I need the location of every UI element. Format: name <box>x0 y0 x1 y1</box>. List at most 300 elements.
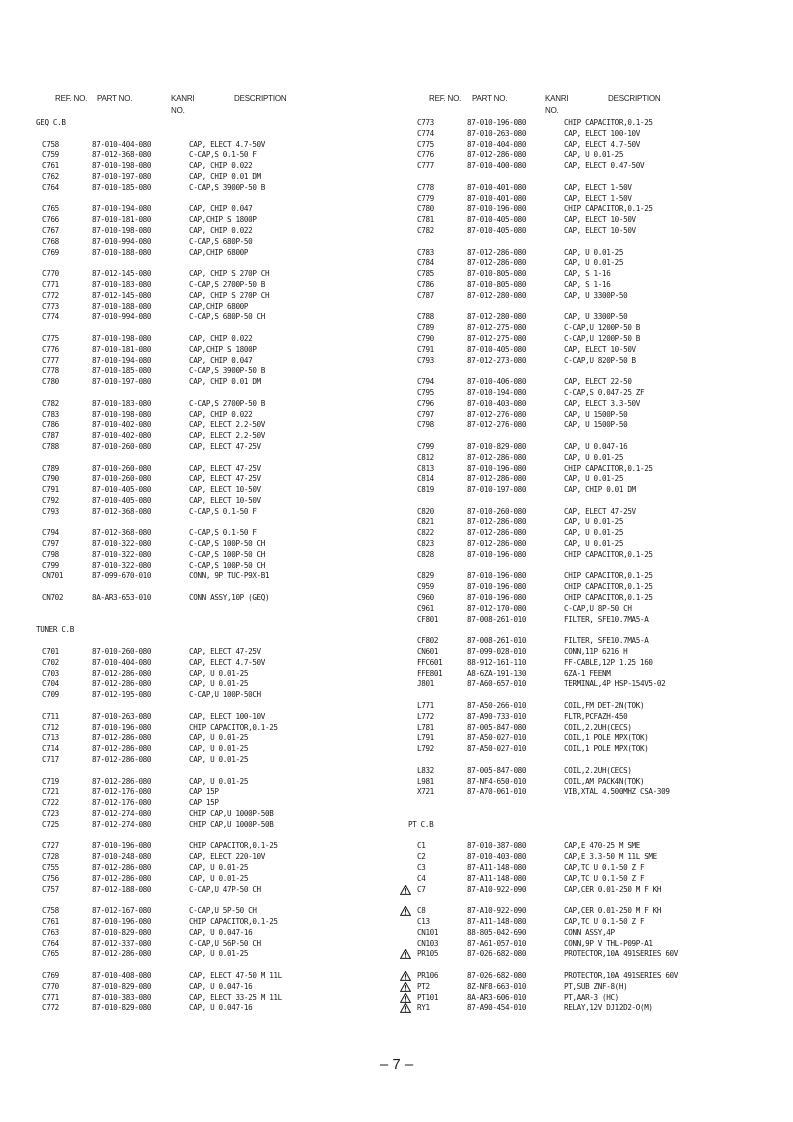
description: C-CAP,S 2700P-50 B <box>189 279 265 289</box>
part-no: 87-010-263-080 <box>467 128 527 138</box>
parts-row <box>36 420 396 431</box>
part-no: 87-010-196-080 <box>467 118 527 127</box>
ref-no: C709 <box>42 690 59 700</box>
parts-row <box>36 377 396 388</box>
description: CHIP CAPACITOR,0.1-25 <box>564 593 653 603</box>
description: CAP, CHIP 0.022 <box>189 333 253 343</box>
ref-no: C814 <box>417 474 434 484</box>
part-no: 87-010-196-080 <box>467 549 527 559</box>
description: CAP, U 3300P-50 <box>564 290 628 300</box>
ref-no: CF802 <box>417 636 439 646</box>
ref-no: L981 <box>417 776 434 786</box>
parts-row <box>36 561 396 572</box>
parts-row <box>408 323 788 334</box>
parts-row <box>36 744 396 755</box>
parts-row <box>408 345 788 356</box>
parts-row <box>408 464 788 475</box>
row-spacer <box>36 194 396 205</box>
part-no: 87-010-829-080 <box>92 981 152 991</box>
part-no: 87-012-188-080 <box>92 884 152 894</box>
parts-row <box>408 701 788 712</box>
description: CAP, U 0.01-25 <box>189 733 249 743</box>
row-spacer <box>408 561 788 572</box>
ref-no: C788 <box>42 441 59 451</box>
ref-no: C960 <box>417 593 434 603</box>
ref-no: C796 <box>417 398 434 408</box>
part-no: 87-012-170-080 <box>467 603 527 613</box>
description: CAP, ELECT 47-25V <box>189 463 261 473</box>
description: CAP, S 1-16 <box>564 269 611 279</box>
parts-row <box>408 658 788 669</box>
safety-warning-icon <box>400 993 411 1003</box>
ref-no: C778 <box>417 182 434 192</box>
parts-row <box>408 744 788 755</box>
part-no: 87-012-167-080 <box>92 906 152 916</box>
ref-no: C769 <box>42 970 59 980</box>
parts-row <box>36 161 396 172</box>
description: C-CAP,U 56P-50 CH <box>189 938 261 948</box>
ref-no: C765 <box>42 204 59 214</box>
part-no: 87-008-261-010 <box>467 614 527 624</box>
ref-no: C791 <box>417 344 434 354</box>
description-header: DESCRIPTION <box>608 94 661 103</box>
ref-no: C782 <box>417 225 434 235</box>
part-no: 87-010-829-080 <box>92 927 152 937</box>
part-no: 87-A70-061-010 <box>467 787 527 797</box>
ref-no: C711 <box>42 711 59 721</box>
ref-no: C797 <box>417 409 434 419</box>
part-no: 87-010-405-080 <box>467 215 527 225</box>
ref-no: C776 <box>42 344 59 354</box>
part-no: 87-010-994-080 <box>92 236 152 246</box>
description: CAP, ELECT 2.2-50V <box>189 420 265 430</box>
part-no: 87-010-198-080 <box>92 225 152 235</box>
parts-row <box>408 118 788 129</box>
parts-row <box>36 777 396 788</box>
parts-row <box>36 841 396 852</box>
ref-no: C792 <box>42 495 59 505</box>
ref-no: C764 <box>42 938 59 948</box>
part-no: 87-012-276-080 <box>467 409 527 419</box>
part-no: 87-010-185-080 <box>92 182 152 192</box>
ref-no: C787 <box>42 431 59 441</box>
parts-row <box>408 420 788 431</box>
part-no: 87-010-196-080 <box>92 916 152 926</box>
parts-row <box>36 658 396 669</box>
description: CAP,E 3.3-50 M 11L SME <box>564 852 657 862</box>
parts-row <box>36 550 396 561</box>
part-no: 87-012-286-080 <box>92 679 152 689</box>
parts-row <box>408 582 788 593</box>
parts-row <box>408 928 788 939</box>
description: COIL,2.2UH(CECS) <box>564 765 632 775</box>
ref-no: C768 <box>42 236 59 246</box>
row-spacer <box>408 366 788 377</box>
description: CAP, U 0.01-25 <box>564 258 624 268</box>
ref-no: C774 <box>42 312 59 322</box>
part-no: 87-012-286-080 <box>467 474 527 484</box>
description: CAP, ELECT 100-10V <box>564 128 640 138</box>
ref-no: C789 <box>417 323 434 333</box>
parts-row <box>36 485 396 496</box>
parts-row <box>36 302 396 313</box>
part-no-header: PART NO. <box>97 94 133 103</box>
parts-row <box>36 226 396 237</box>
parts-row <box>408 885 788 896</box>
parts-row <box>36 312 396 323</box>
ref-no: C820 <box>417 506 434 516</box>
description: CAP 15P <box>189 787 219 797</box>
part-no: 87-010-402-080 <box>92 431 152 441</box>
row-spacer <box>36 604 396 615</box>
description: 6ZA-1 FEENM <box>564 668 611 678</box>
part-no: 87-012-368-080 <box>92 506 152 516</box>
part-no: 87-012-286-080 <box>92 733 152 743</box>
part-no: 87-010-403-080 <box>467 852 527 862</box>
safety-warning-icon <box>400 949 411 959</box>
part-no: 87-010-405-080 <box>92 485 152 495</box>
part-no: 87-012-286-080 <box>467 247 527 257</box>
parts-row <box>408 852 788 863</box>
parts-row <box>408 615 788 626</box>
ref-no: C722 <box>42 798 59 808</box>
description: CHIP CAPACITOR,0.1-25 <box>564 571 653 581</box>
ref-no: FFE801 <box>417 668 443 678</box>
description: CAP, U 0.047-16 <box>564 441 628 451</box>
row-spacer <box>36 895 396 906</box>
part-no: 87-010-829-080 <box>92 1003 152 1013</box>
part-no: 8A-AR3-606-010 <box>467 992 527 1002</box>
ref-no: C717 <box>42 755 59 765</box>
row-spacer <box>36 615 396 626</box>
parts-row <box>408 183 788 194</box>
part-no: 87-010-994-080 <box>92 312 152 322</box>
parts-row <box>36 928 396 939</box>
part-no: 87-012-286-080 <box>92 744 152 754</box>
ref-no: C779 <box>417 193 434 203</box>
part-no: 87-010-188-080 <box>92 301 152 311</box>
parts-row <box>408 226 788 237</box>
part-no: 87-010-196-080 <box>467 582 527 592</box>
part-no: 87-010-188-080 <box>92 247 152 257</box>
description: CAP, U 0.01-25 <box>564 539 624 549</box>
parts-row <box>408 248 788 259</box>
part-no: 87-012-286-080 <box>467 517 527 527</box>
description: CONN, 9P TUC-P9X-B1 <box>189 571 270 581</box>
safety-warning-icon <box>400 885 411 895</box>
description: CONN ASSY,4P <box>564 927 615 937</box>
parts-row <box>36 248 396 259</box>
part-no: 87-010-181-080 <box>92 215 152 225</box>
ref-no: J801 <box>417 679 434 689</box>
row-spacer <box>408 496 788 507</box>
part-no: 87-005-847-080 <box>467 765 527 775</box>
right-column-header <box>408 94 788 118</box>
parts-row <box>36 539 396 550</box>
part-no: 87-012-145-080 <box>92 290 152 300</box>
part-no: 87-010-198-080 <box>92 409 152 419</box>
description: CHIP CAPACITOR,0.1-25 <box>189 722 278 732</box>
part-no: 87-012-286-080 <box>467 258 527 268</box>
description: CHIP CAP,U 1000P-50B <box>189 809 274 818</box>
part-no: 87-012-286-080 <box>92 755 152 765</box>
parts-row <box>408 388 788 399</box>
section-heading: GEQ C.B <box>36 118 66 127</box>
ref-no: C759 <box>42 150 59 160</box>
parts-row <box>36 183 396 194</box>
row-spacer <box>408 302 788 313</box>
ref-no: C789 <box>42 463 59 473</box>
parts-row <box>408 787 788 798</box>
parts-row <box>36 474 396 485</box>
ref-no: PT101 <box>417 992 439 1002</box>
ref-no: C772 <box>42 290 59 300</box>
part-no: 87-012-273-080 <box>467 355 527 365</box>
description: CAP, ELECT 2.2-50V <box>189 431 265 441</box>
part-no: 87-A50-027-010 <box>467 733 527 743</box>
parts-row <box>36 442 396 453</box>
ref-no: C8 <box>417 906 426 916</box>
description: CAP, ELECT 100-10V <box>189 711 265 721</box>
parts-row <box>36 280 396 291</box>
part-no: 87-012-286-080 <box>467 452 527 462</box>
description: CAP, U 3300P-50 <box>564 312 628 322</box>
part-no: 87-010-404-080 <box>92 657 152 667</box>
description: C-CAP,S 0.1-50 F <box>189 528 257 538</box>
description: CAP,CHIP S 1800P <box>189 344 257 354</box>
part-no: 87-012-286-080 <box>467 150 527 160</box>
kanri-header: KANRI <box>545 94 569 103</box>
description: CAP, CHIP S 270P CH <box>189 269 270 279</box>
part-no: 87-012-337-080 <box>92 938 152 948</box>
description: CAP, U 0.01-25 <box>189 668 249 678</box>
ref-no: C776 <box>417 150 434 160</box>
ref-no: FFC601 <box>417 657 443 667</box>
ref-no: CF801 <box>417 614 439 624</box>
part-no: 87-010-181-080 <box>92 344 152 354</box>
ref-no: C959 <box>417 582 434 592</box>
ref-no: PT2 <box>417 981 430 991</box>
description: CAP, CHIP 0.022 <box>189 161 253 171</box>
ref-no: C713 <box>42 733 59 743</box>
part-no: 87-A90-733-010 <box>467 711 527 721</box>
parts-row <box>408 593 788 604</box>
row-spacer <box>408 798 788 809</box>
part-no: 87-010-183-080 <box>92 398 152 408</box>
row-spacer <box>36 453 396 464</box>
description: C-CAP,U 8P-50 CH <box>564 603 632 613</box>
description: CAP,CER 0.01-250 M F KH <box>564 906 662 916</box>
ref-no: C764 <box>42 182 59 192</box>
parts-row <box>408 841 788 852</box>
row-spacer <box>36 258 396 269</box>
parts-row <box>36 204 396 215</box>
description: CAP, U 0.01-25 <box>564 474 624 484</box>
ref-no: C783 <box>42 409 59 419</box>
description: CAP, ELECT 22-50 <box>564 377 632 387</box>
description: TERMINAL,4P HSP-154V5-02 <box>564 679 666 689</box>
row-spacer <box>408 755 788 766</box>
description: CAP, U 0.01-25 <box>564 528 624 538</box>
ref-no: L771 <box>417 701 434 711</box>
part-no: 87-012-176-080 <box>92 787 152 797</box>
ref-no: C793 <box>42 506 59 516</box>
parts-row <box>408 669 788 680</box>
parts-row <box>36 982 396 993</box>
parts-row <box>408 766 788 777</box>
ref-no: C773 <box>417 118 434 127</box>
description: FLTR,PCFAZH-450 <box>564 711 628 721</box>
parts-row <box>408 485 788 496</box>
ref-no: C762 <box>42 171 59 181</box>
parts-row <box>408 636 788 647</box>
description: C-CAP,U 1200P-50 B <box>564 333 640 343</box>
parts-row <box>36 679 396 690</box>
row-spacer <box>36 323 396 334</box>
part-no: 87-010-260-080 <box>467 506 527 516</box>
ref-no: C790 <box>42 474 59 484</box>
row-spacer <box>408 237 788 248</box>
description: CAP, ELECT 47-25V <box>189 474 261 484</box>
part-no: A8-6ZA-191-130 <box>467 668 527 678</box>
description: CAP, ELECT 10-50V <box>189 495 261 505</box>
ref-no-header: REF. NO. <box>429 94 462 103</box>
safety-warning-icon <box>400 906 411 916</box>
description: CAP, ELECT 1-50V <box>564 193 632 203</box>
kanri-header: KANRI <box>171 94 195 103</box>
part-no: 88-805-042-690 <box>467 927 527 937</box>
safety-warning-icon <box>400 971 411 981</box>
ref-no: C798 <box>42 549 59 559</box>
part-no: 87-010-196-080 <box>467 204 527 214</box>
row-spacer <box>36 582 396 593</box>
parts-row <box>408 129 788 140</box>
description: C-CAP,S 100P-50 CH <box>189 539 265 549</box>
part-no: 87-010-322-080 <box>92 549 152 559</box>
part-no: 87-012-286-080 <box>92 949 152 959</box>
parts-row <box>408 712 788 723</box>
ref-no: CN101 <box>417 927 439 937</box>
part-no: 87-010-263-080 <box>92 711 152 721</box>
parts-row <box>408 269 788 280</box>
part-no: 87-A10-922-090 <box>467 906 527 916</box>
description: C-CAP,U 820P-50 B <box>564 355 636 365</box>
description: PT,AAR-3 (HC) <box>564 992 619 1002</box>
description: CAP, U 1500P-50 <box>564 409 628 419</box>
parts-row <box>36 787 396 798</box>
description: PROTECTOR,10A 491SERIES 60V <box>564 970 678 980</box>
parts-row <box>36 669 396 680</box>
ref-no: L772 <box>417 711 434 721</box>
parts-row <box>408 410 788 421</box>
parts-row <box>408 356 788 367</box>
description: COIL,1 POLE MPX(TOK) <box>564 744 649 754</box>
row-spacer <box>36 517 396 528</box>
parts-row <box>36 334 396 345</box>
ref-no: L791 <box>417 733 434 743</box>
safety-warning-icon <box>400 1003 411 1013</box>
description: CHIP CAP,U 1000P-50B <box>189 819 274 829</box>
ref-no: C794 <box>42 528 59 538</box>
parts-row <box>408 399 788 410</box>
description: C-CAP,S 100P-50 CH <box>189 549 265 559</box>
ref-no: L792 <box>417 744 434 754</box>
parts-row <box>408 140 788 151</box>
ref-no: C787 <box>417 290 434 300</box>
parts-row <box>36 885 396 896</box>
description: CAP, CHIP 0.01 DM <box>564 485 636 495</box>
part-no: 87-010-196-080 <box>467 463 527 473</box>
part-no: 87-010-197-080 <box>92 171 152 181</box>
description: CAP, ELECT 3.3-50V <box>564 398 640 408</box>
description: CHIP CAPACITOR,0.1-25 <box>189 841 278 851</box>
description: FILTER, SFE10.7MA5-A <box>564 636 649 646</box>
description: VIB,XTAL 4.500MHZ CSA-309 <box>564 787 670 797</box>
part-no: 87-A11-148-080 <box>467 862 527 872</box>
parts-row <box>36 647 396 658</box>
row-spacer <box>408 960 788 971</box>
left-column <box>36 94 396 1014</box>
ref-no: C799 <box>42 560 59 570</box>
parts-row <box>408 723 788 734</box>
part-no: 87-012-286-080 <box>92 776 152 786</box>
description: CAP, ELECT 4.7-50V <box>189 139 265 149</box>
ref-no: C727 <box>42 841 59 851</box>
row-spacer <box>408 625 788 636</box>
description: C-CAP,S 100P-50 CH <box>189 560 265 570</box>
description: COIL,1 POLE MPX(TOK) <box>564 733 649 743</box>
parts-row <box>36 528 396 539</box>
part-no: 87-010-404-080 <box>92 139 152 149</box>
description: C-CAP,S 3900P-50 B <box>189 182 265 192</box>
part-no: 87-010-405-080 <box>467 225 527 235</box>
parts-row <box>408 571 788 582</box>
ref-no: C704 <box>42 679 59 689</box>
description: C-CAP,S 680P-50 CH <box>189 312 265 322</box>
description: CAP,CHIP S 1800P <box>189 215 257 225</box>
parts-row <box>408 453 788 464</box>
description: CAP, ELECT 10-50V <box>564 225 636 235</box>
parts-row <box>408 971 788 982</box>
description: CAP, CHIP 0.01 DM <box>189 377 261 387</box>
description: C-CAP,U 100P-50CH <box>189 690 261 700</box>
description: CAP, CHIP 0.022 <box>189 225 253 235</box>
part-no: 87-010-383-080 <box>92 992 152 1002</box>
part-no: 87-012-280-080 <box>467 290 527 300</box>
row-spacer <box>408 809 788 820</box>
part-no: 87-012-368-080 <box>92 528 152 538</box>
description: CAP, ELECT 47-25V <box>189 647 261 657</box>
ref-no: C767 <box>42 225 59 235</box>
ref-no: L781 <box>417 722 434 732</box>
row-spacer <box>408 690 788 701</box>
parts-row <box>36 356 396 367</box>
part-no: 87-010-805-080 <box>467 279 527 289</box>
parts-row <box>408 507 788 518</box>
left-column-header <box>36 94 396 118</box>
ref-no: L832 <box>417 765 434 775</box>
ref-no: C2 <box>417 852 426 862</box>
part-no: 87-012-286-080 <box>92 668 152 678</box>
description: CAP,TC U 0.1-50 Z F <box>564 873 645 883</box>
description: COIL,2.2UH(CECS) <box>564 722 632 732</box>
parts-row <box>36 993 396 1004</box>
parts-row <box>36 507 396 518</box>
left-parts-list <box>36 118 396 1014</box>
description: CHIP CAPACITOR,0.1-25 <box>564 118 653 127</box>
part-no: 8Z-NF8-663-010 <box>467 981 527 991</box>
part-no: 87-010-401-080 <box>467 193 527 203</box>
